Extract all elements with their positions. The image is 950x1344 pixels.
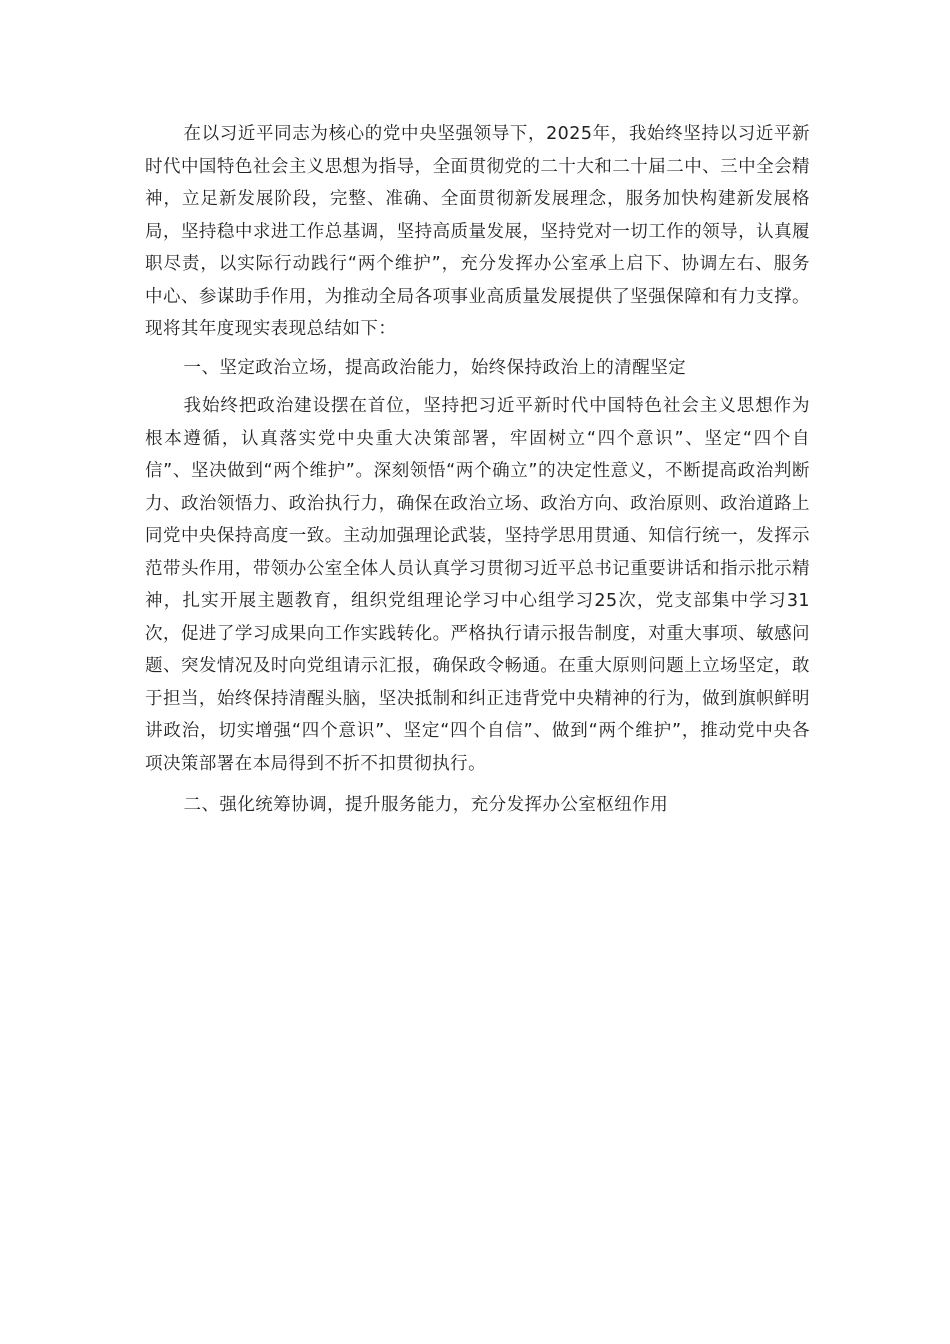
intro-paragraph: 在以习近平同志为核心的党中央坚强领导下，2025年，我始终坚持以习近平新时代中国特色社会主义思想为指导，全面贯彻党的二十大和二十届二中、三中全会精神，立足新发展阶段，完整、准确、全面贯彻新发展理念，服务加快构建新发展格局，坚持稳中求进工作总基调，坚持高质量发展，坚持党对一切工作的领导，认真履职尽责，以实际行动践行“两个维护”，充分发挥办公室承上启下、协调左右、服务中心、参谋助手作用，为推动全局各项事业高质量发展提供了坚强保障和有力支撑。现将其年度现实表现总结如下： <box>145 124 810 339</box>
section-heading-2: 二、强化统筹协调，提升服务能力，充分发挥办公室枢纽作用 <box>183 795 669 815</box>
document-body <box>145 118 810 822</box>
section-1-paragraph: 我始终把政治建设摆在首位，坚持把习近平新时代中国特色社会主义思想作为根本遵循，认真落实党中央重大决策部署，牢固树立“四个意识”、坚定“四个自信”、坚决做到“两个维护”。深刻领悟“两个确立”的决定性意义，不断提高政治判断力、政治领悟力、政治执行力，确保在政治立场、政治方向、政治原则、政治道路上同党中央保持高度一致。主动加强理论武装，坚持学思用贯通、知信行统一，发挥示范带头作用，带领办公室全体人员认真学习贯彻习近平总书记重要讲话和指示批示精神，扎实开展主题教育，组织党组理论学习中心组学习25次，党支部集中学习31次，促进了学习成果向工作实践转化。严格执行请示报告制度，对重大事项、敏感问题、突发情况及时向党组请示汇报，确保政令畅通。在重大原则问题上立场坚定，敢于担当，始终保持清醒头脑，坚决抵制和纠正违背党中央精神的行为，做到旗帜鲜明讲政治，切实增强“四个意识”、坚定“四个自信”、做到“两个维护”，推动党中央各项决策部署在本局得到不折不扣贯彻执行。 <box>145 396 810 774</box>
section-heading-1: 一、坚定政治立场，提高政治能力，始终保持政治上的清醒坚定 <box>183 357 687 378</box>
